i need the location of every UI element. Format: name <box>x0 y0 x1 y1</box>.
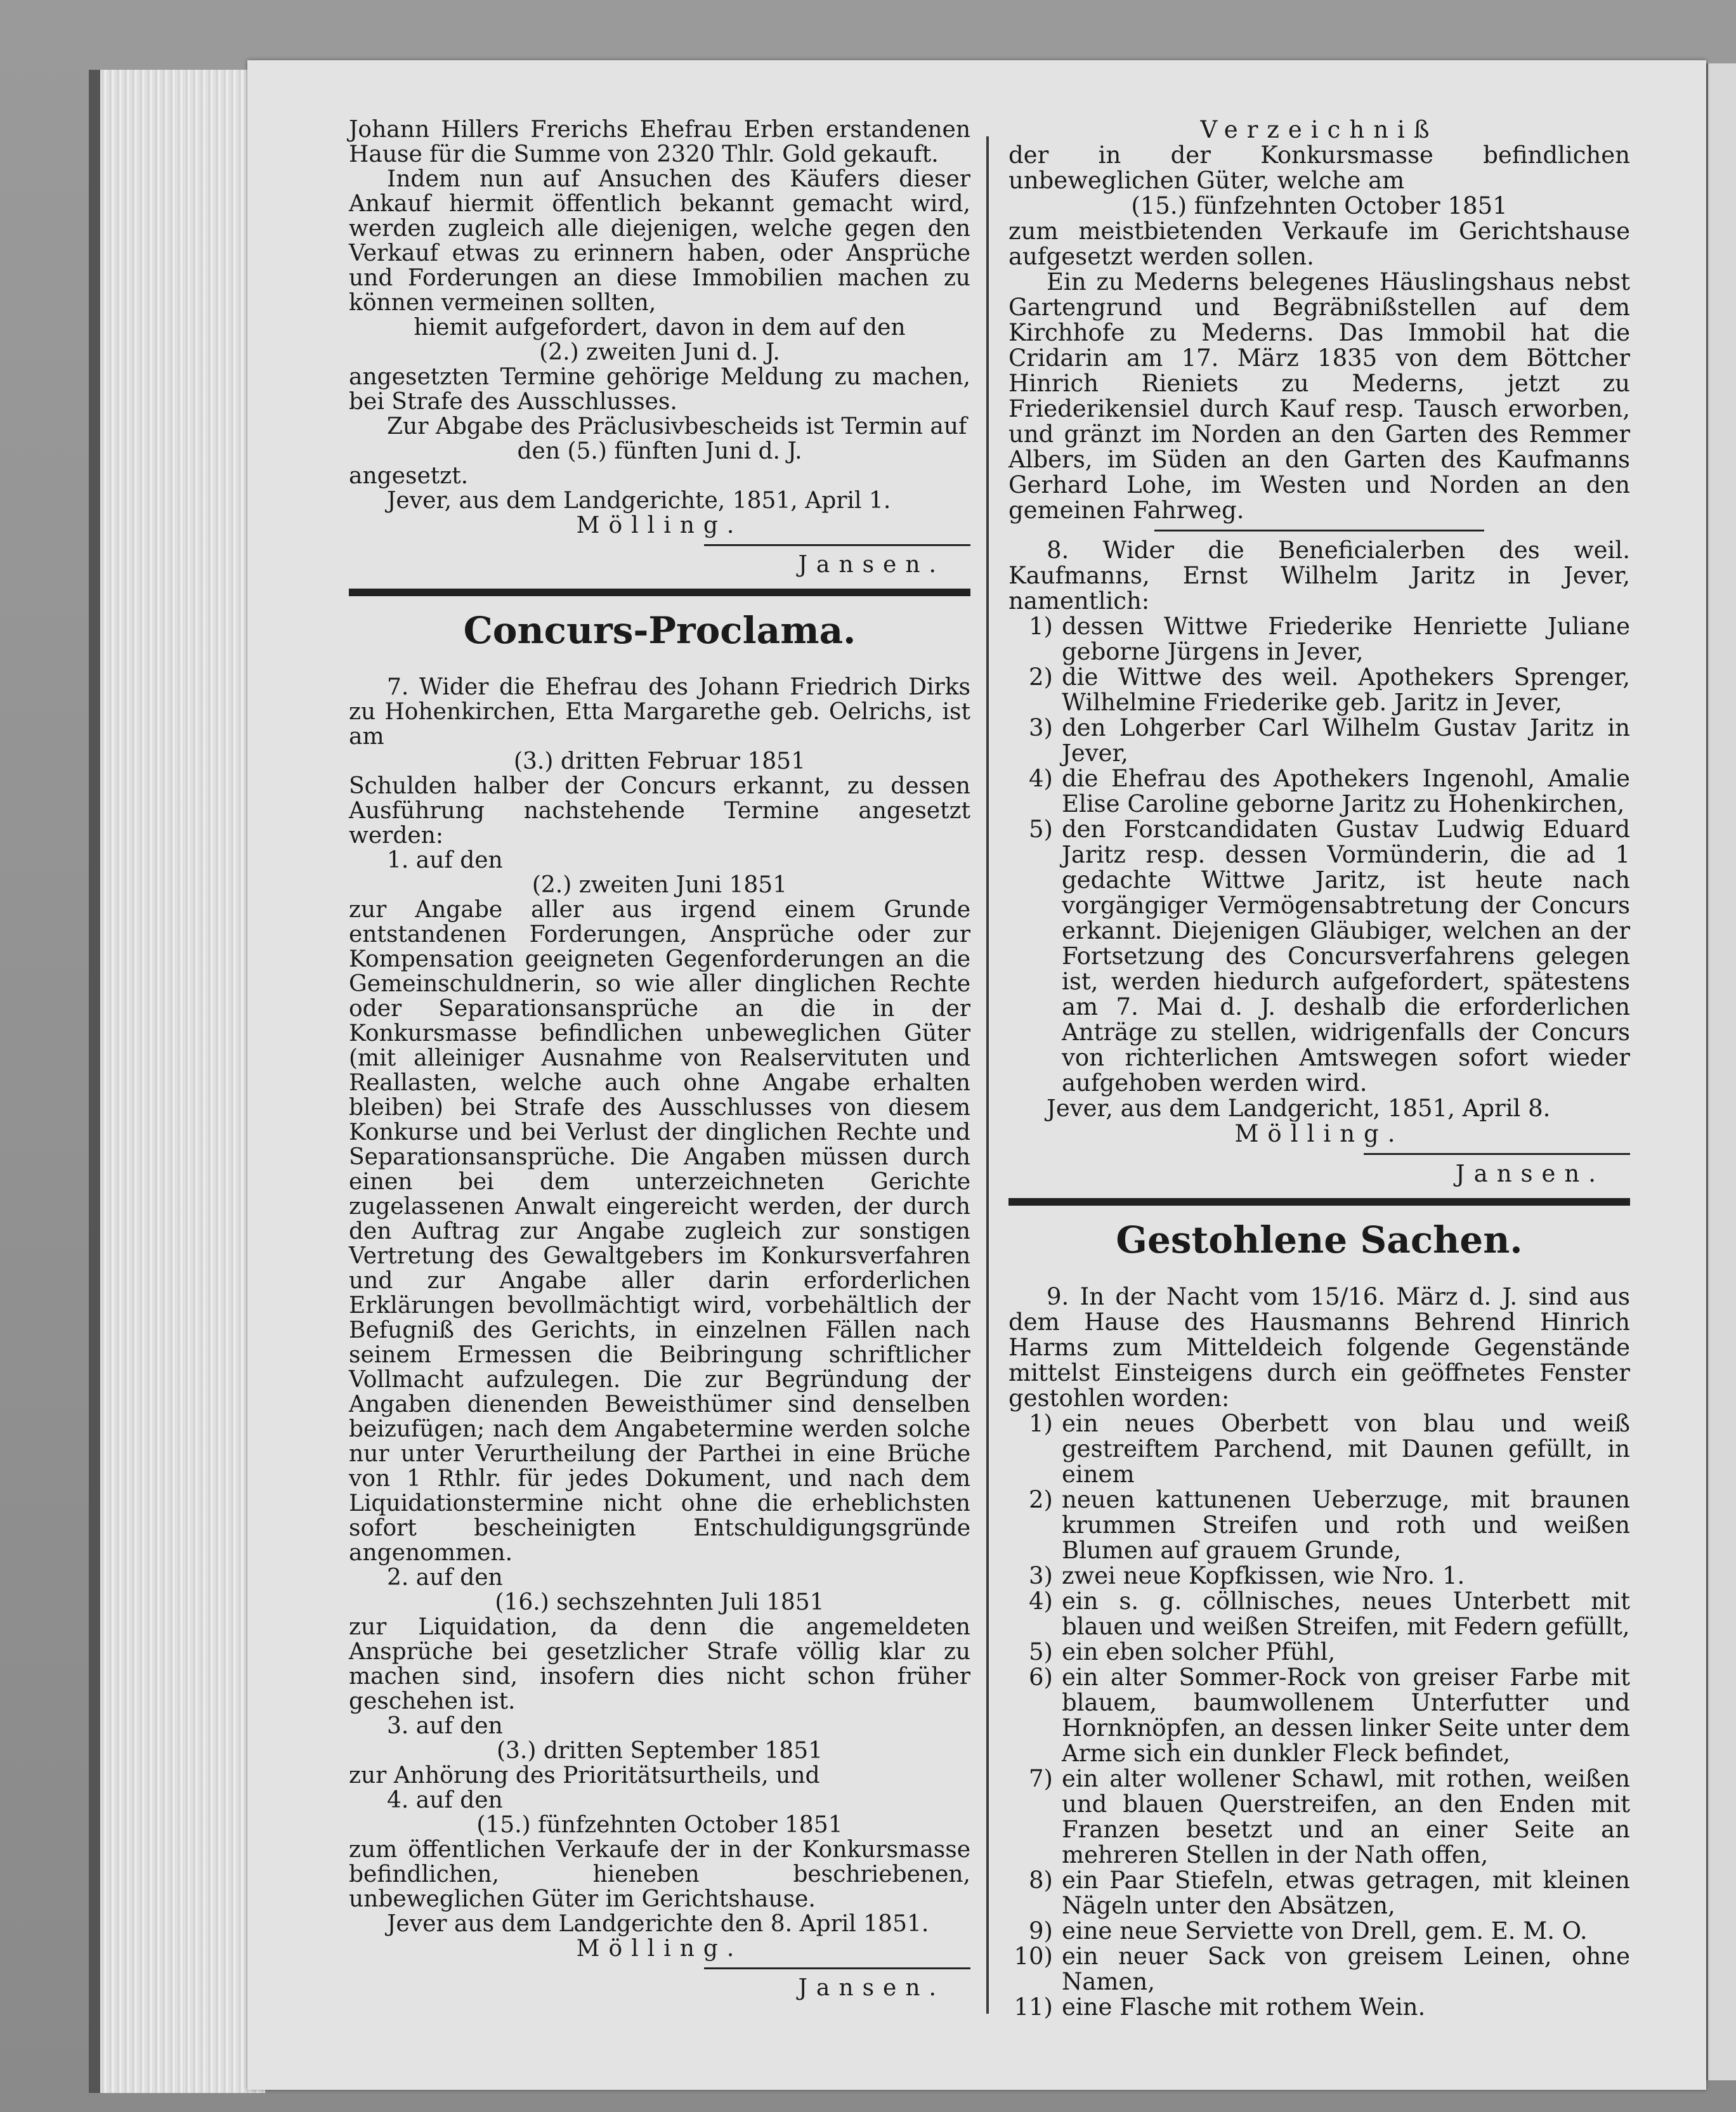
column-divider <box>986 136 989 2014</box>
list-item-number: 4) <box>1029 1587 1053 1615</box>
section-heading: Concurs-Proclama. <box>463 609 856 652</box>
date-line: den (5.) fünften Juni d. J. <box>517 438 802 464</box>
text-paragraph: 4. auf den <box>387 1787 503 1813</box>
list-item-number: 1) <box>1029 613 1053 640</box>
list-item-number: 5) <box>1029 1638 1053 1665</box>
section-heading: Gestohlene Sachen. <box>1116 1218 1523 1261</box>
signature-place: Jever aus dem Landgerichte den 8. April 1851. <box>387 1911 929 1937</box>
list-item <box>1008 1868 1630 1919</box>
list-item-number: 8) <box>1029 1867 1053 1894</box>
text-paragraph: hiemit aufgefordert, davon in dem auf den <box>414 315 906 341</box>
signature-place: Jever, aus dem Landgerichte, 1851, April 1. <box>387 488 891 514</box>
date-line: (16.) sechszehnten Juli 1851 <box>495 1589 825 1615</box>
list-item <box>1008 715 1630 766</box>
list-item-number: 7) <box>1029 1765 1053 1792</box>
text-paragraph: 2. auf den <box>387 1565 503 1591</box>
list-item-text: ein eben solcher Pfühl, <box>1062 1638 1336 1665</box>
list-item-number: 9) <box>1029 1917 1053 1945</box>
text-paragraph: 9. In der Nacht vom 15/16. März d. J. sind aus dem Hause des Hausmanns Behrend Hinrich Harms zum Mitteldeich folgende Gegenstände mittelst Einsteigens durch ein geöffnetes Fenster gestohlen worden: <box>1008 1283 1630 1412</box>
text-paragraph: zur Liquidation, da denn die angemeldeten Ansprüche bei gesetzlicher Strafe völlig klar zu machen sind, insofern dies nicht schon früher geschehen ist. <box>349 1614 970 1714</box>
text-paragraph: Zur Abgabe des Präclusivbescheids ist Termin auf <box>387 414 967 440</box>
stolen-items-list <box>1008 1411 1630 2020</box>
list-item-text: eine neue Serviette von Drell, gem. E. M. O. <box>1062 1917 1588 1945</box>
list-item <box>1008 1639 1630 1665</box>
date-line: (2.) zweiten Juni d. J. <box>539 339 780 365</box>
text-paragraph: Ein zu Mederns belegenes Häuslingshaus nebst Gartengrund und Begräbnißstellen auf dem Kirchhofe zu Mederns. Das Immobil hat die Cridarin am 17. März 1835 von dem Böttcher Hinrich Rieniets zu Mederns, jetzt zu Friederikensiel durch Kauf resp. Tausch erworben, und gränzt im Norden an den Garten des Remmer Albers, im Süden an den Garten des Kaufmanns Gerhard Lohe, im Westen und Norden an den gemeinen Fahrweg. <box>1008 268 1630 524</box>
list-item-text: ein alter Sommer-Rock von greiser Farbe mit blauem, baumwollenem Unterfutter und Hornknöpfen, an dessen linker Seite unter dem Arme sich ein dunkler Fleck befindet, <box>1062 1664 1630 1767</box>
text-paragraph: 1. auf den <box>387 847 503 873</box>
text-paragraph: zum öffentlichen Verkaufe der in der Konkursmasse befindlichen, hieneben beschriebenen, unbeweglichen Güter im Gerichtshause. <box>349 1837 970 1912</box>
list-item-number: 4) <box>1029 765 1053 792</box>
list-item-text: den Forstcandidaten Gustav Ludwig Eduard Jaritz resp. dessen Vormünderin, die ad 1 gedachte Wittwe Jaritz, ist heute nach vorgängiger Vermögensabtretung der Concurs erkannt. Diejenigen Gläubiger, welchen an der Fortsetzung des Concursverfahrens gelegen ist, werden hiedurch aufgefordert, spätestens am 7. Mai d. J. deshalb die erforderlichen Anträge zu stellen, widrigenfalls der Concurs von richterlichen Amtswegen sofort wieder aufgehoben werden wird. <box>1062 816 1630 1097</box>
date-line: (2.) zweiten Juni 1851 <box>532 872 788 898</box>
text-paragraph: zur Anhörung des Prioritätsurtheils, und <box>349 1763 820 1789</box>
signature-name: Mölling. <box>576 1936 743 1962</box>
text-paragraph: 7. Wider die Ehefrau des Johann Friedrich Dirks zu Hohenkirchen, Etta Margarethe geb. Oelrichs, ist am <box>349 674 970 750</box>
signature-place: Jever, aus dem Landgericht, 1851, April 8. <box>1047 1095 1551 1122</box>
list-title: Verzeichniß <box>1200 116 1439 143</box>
text-paragraph: Indem nun auf Ansuchen des Käufers dieser Ankauf hiermit öffentlich bekannt gemacht wird, werden zugleich alle diejenigen, welche gegen den Verkauf etwas zu erinnern haben, oder Ansprüche und Forderungen an diese Immobilien machen zu können vermeinen sollten, <box>349 166 970 316</box>
list-item <box>1008 1665 1630 1766</box>
list-item-number: 2) <box>1029 663 1053 691</box>
section-rule <box>349 589 970 596</box>
date-line: (3.) dritten September 1851 <box>496 1738 823 1764</box>
left-column <box>349 117 970 2000</box>
signature-name: Jansen. <box>798 1975 945 2001</box>
date-line: (3.) dritten Februar 1851 <box>513 748 806 774</box>
list-item <box>1008 1944 1630 1995</box>
rule <box>704 1967 970 1969</box>
list-item-text: eine Flasche mit rothem Wein. <box>1062 1993 1426 2021</box>
list-item <box>1008 614 1630 665</box>
text-paragraph: zur Angabe aller aus irgend einem Grunde entstandenen Forderungen, Ansprüche oder zur Kompensation geeigneten Gegenforderungen an die Gemeinschuldnerin, so wie aller dinglichen Rechte oder Separationsansprüche an die in der Konkursmasse befindlichen unbeweglichen Güter (mit alleiniger Ausnahme von Realservituten und Reallasten, welche auch ohne Angabe erhalten bleiben) bei Strafe des Ausschlusses von diesem Konkurse und bei Verlust der dinglichen Rechte und Separationsansprüche. Die Angaben müssen durch einen bei dem unterzeichneten Gerichte zugelassenen Anwalt eingereicht werden, der durch den Auftrag zur Angabe zugleich zur sonstigen Vertretung des Gewaltgebers im Konkursverfahren und zur Angabe aller darin erforderlichen Erklärungen bevollmächtigt wird, vorbehältlich der Befugniß des Gerichts, in einzelnen Fällen nach seinem Ermessen die Beibringung schriftlicher Vollmacht aufzulegen. Die zur Begründung der Angaben dienenden Beweisthümer sind denselben beizufügen; nach dem Angabetermine werden solche nur unter Verurtheilung der Parthei in eine Brüche von 1 Rthlr. für jedes Dokument, und nach dem Liquidationstermine nicht ohne die erheblichsten sofort bescheinigten Entschuldigungsgründe angenommen. <box>349 897 970 1566</box>
heirs-list <box>1008 614 1630 1096</box>
list-item-number: 1) <box>1029 1410 1053 1437</box>
list-item <box>1008 1995 1630 2020</box>
list-item-text: ein neuer Sack von greisem Leinen, ohne Namen, <box>1062 1943 1630 1995</box>
list-item-number: 10) <box>1014 1943 1053 1970</box>
list-item-text: dessen Wittwe Friederike Henriette Juliane geborne Jürgens in Jever, <box>1062 613 1630 665</box>
list-item <box>1008 766 1630 817</box>
list-item-number: 3) <box>1029 1562 1053 1589</box>
newspaper-page <box>247 60 1706 2090</box>
right-column <box>1008 117 1630 2020</box>
text-paragraph: angesetzt. <box>349 463 469 489</box>
list-item-text: den Lohgerber Carl Wilhelm Gustav Jaritz in Jever, <box>1062 714 1630 767</box>
list-item-text: zwei neue Kopfkissen, wie Nro. 1. <box>1062 1562 1465 1589</box>
list-item-text: neuen kattunenen Ueberzuge, mit braunen krummen Streifen und roth und weißen Blumen auf grauem Grunde, <box>1062 1486 1630 1564</box>
list-item-number: 6) <box>1029 1664 1053 1691</box>
list-item-text: die Wittwe des weil. Apothekers Sprenger, Wilhelmine Friederike geb. Jaritz in Jever, <box>1062 663 1630 716</box>
date-line: (15.) fünfzehnten October 1851 <box>476 1812 843 1838</box>
list-item-number: 3) <box>1029 714 1053 741</box>
text-paragraph: Johann Hillers Frerichs Ehefrau Erben erstandenen Hause für die Summe von 2320 Thlr. Gold gekauft. <box>349 117 970 167</box>
list-item <box>1008 817 1630 1096</box>
list-item-text: die Ehefrau des Apothekers Ingenohl, Amalie Elise Caroline geborne Jaritz zu Hohenkirchen, <box>1062 765 1630 818</box>
list-item <box>1008 1563 1630 1589</box>
list-item <box>1008 1766 1630 1868</box>
list-item <box>1008 1589 1630 1639</box>
rule <box>1154 530 1484 531</box>
date-line: (15.) fünfzehnten October 1851 <box>1131 192 1508 219</box>
signature-name: Jansen. <box>798 552 945 578</box>
text-paragraph: der in der Konkursmasse befindlichen unbeweglichen Güter, welche am <box>1008 141 1630 194</box>
list-item <box>1008 1919 1630 1944</box>
list-item-text: ein alter wollener Schawl, mit rothen, weißen und blauen Querstreifen, an den Enden mit Franzen besetzt und an einer Seite an mehreren Stellen in der Nath offen, <box>1062 1765 1630 1868</box>
list-item <box>1008 1411 1630 1487</box>
rule <box>704 544 970 546</box>
list-item-number: 5) <box>1029 816 1053 843</box>
text-paragraph: 8. Wider die Beneficialerben des weil. Kaufmanns, Ernst Wilhelm Jaritz in Jever, namentlich: <box>1008 537 1630 615</box>
signature-name: Mölling. <box>1234 1120 1404 1147</box>
list-item-text: ein s. g. cöllnisches, neues Unterbett mit blauen und weißen Streifen, mit Federn gefüllt, <box>1062 1587 1630 1640</box>
list-item <box>1008 1487 1630 1563</box>
list-item-text: ein neues Oberbett von blau und weiß gestreiftem Parchend, mit Daunen gefüllt, in einem <box>1062 1410 1630 1488</box>
text-paragraph: angesetzten Termine gehörige Meldung zu machen, bei Strafe des Ausschlusses. <box>349 364 970 415</box>
section-rule <box>1008 1198 1630 1206</box>
book-page-edges <box>89 70 265 2093</box>
list-item <box>1008 665 1630 715</box>
text-paragraph: 3. auf den <box>387 1713 503 1739</box>
signature-name: Mölling. <box>576 512 743 538</box>
signature-name: Jansen. <box>1455 1160 1605 1187</box>
facing-page-edge <box>1706 63 1736 2080</box>
list-item-number: 11) <box>1014 1993 1053 2021</box>
list-item-text: ein Paar Stiefeln, etwas getragen, mit kleinen Nägeln unter den Absätzen, <box>1062 1867 1630 1919</box>
list-item-number: 2) <box>1029 1486 1053 1513</box>
text-paragraph: zum meistbietenden Verkaufe im Gerichtshause aufgesetzt werden sollen. <box>1008 218 1630 270</box>
text-paragraph: Schulden halber der Concurs erkannt, zu dessen Ausführung nachstehende Termine angesetzt werden: <box>349 773 970 849</box>
rule <box>1364 1153 1630 1155</box>
